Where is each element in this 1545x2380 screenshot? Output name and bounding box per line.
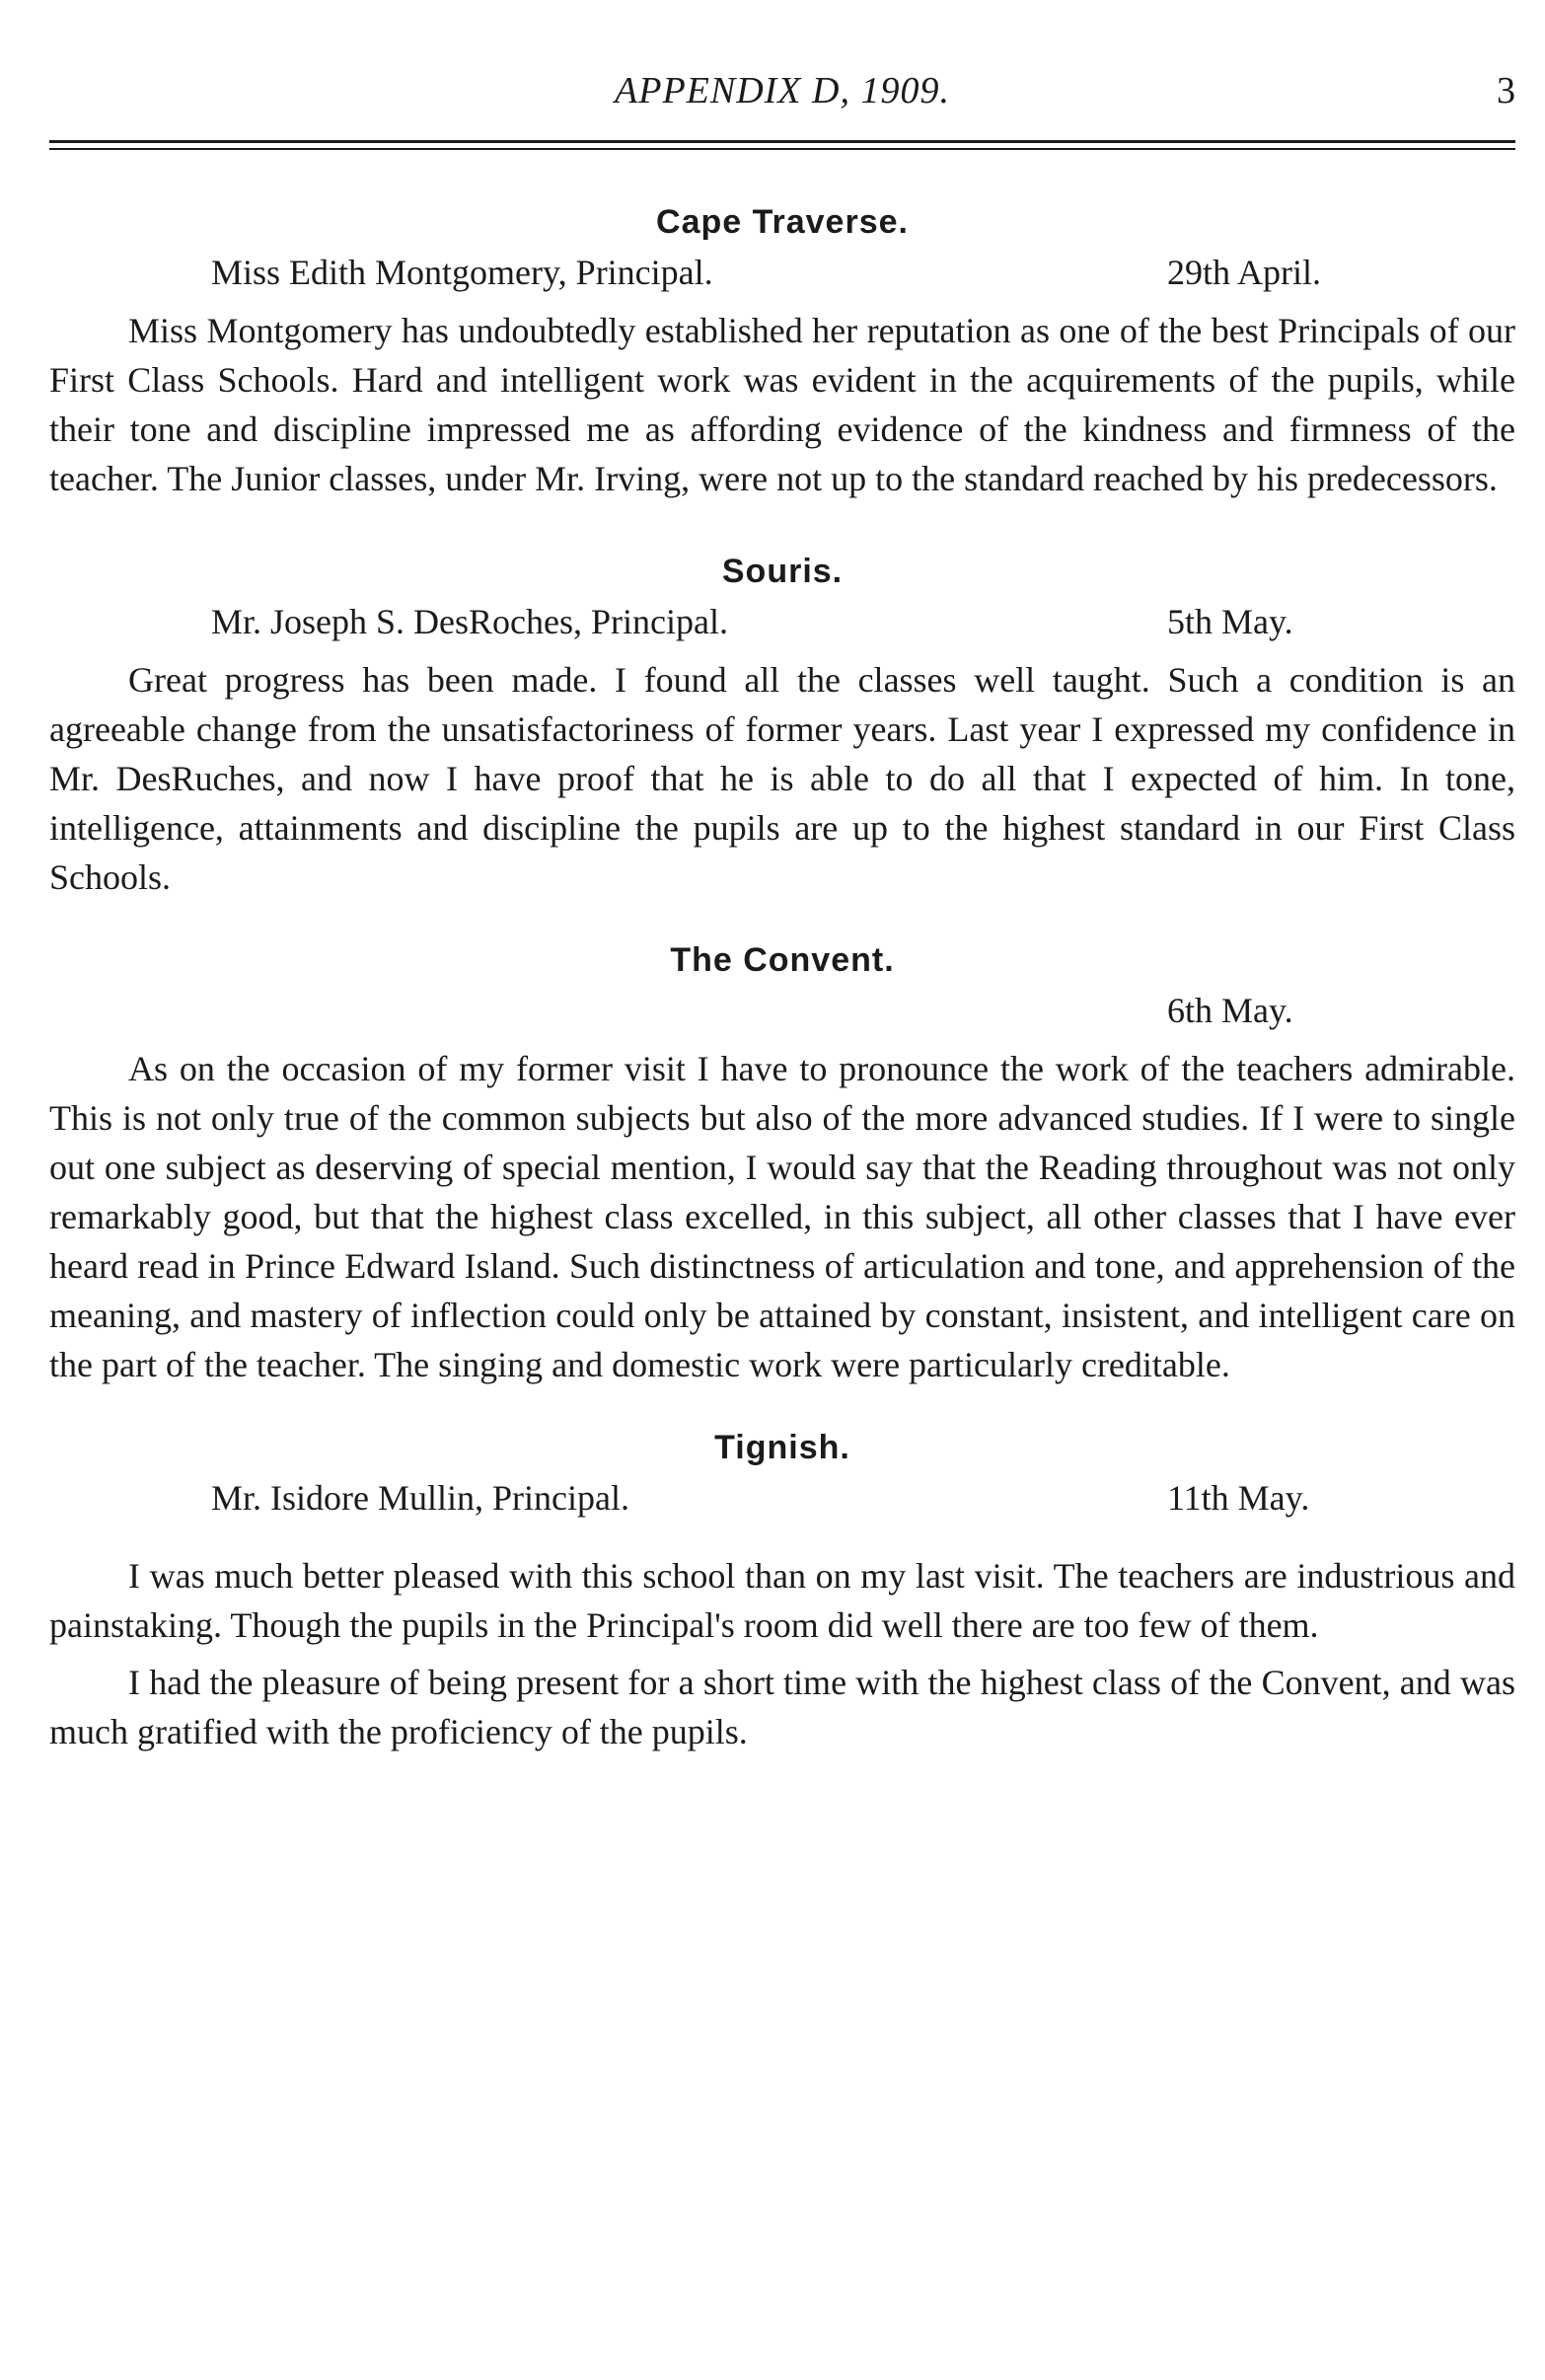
paragraph: I was much better pleased with this school than on my last visit. The teachers are industrious and painstaking. Though the pupils in the Principal's room did well there are too few of them.: [49, 1556, 1515, 1645]
visit-date: 11th May.: [1167, 1478, 1310, 1518]
section-the-convent: [49, 935, 1515, 1389]
paragraph: Great progress has been made. I found all the classes well taught. Such a condition is an agreeable change from the unsatisfactoriness of former years. Last year I expressed my confidence in Mr. DesRuches, and now I have proof that he is able to do all that I expected of him. In tone, intelligence, attainments and discipline the pupils are up to the highest standard in our First Class Schools.: [49, 660, 1515, 897]
section-cape-traverse: [49, 197, 1515, 503]
report-body: [49, 197, 1515, 1756]
section-meta: [49, 1472, 1515, 1524]
section-heading: The Convent.: [670, 941, 895, 979]
paragraph: I had the pleasure of being present for a short time with the highest class of the Convent, and was much gratified with the proficiency of the pupils.: [49, 1663, 1515, 1751]
section-souris: [49, 547, 1515, 902]
paragraph: As on the occasion of my former visit I have to pronounce the work of the teachers admirable. This is not only true of the common subjects but also of the more advanced studies. If I were to single out one subject as deserving of special mention, I would say that the Reading throughout was not only remarkably good, but that the highest class excelled, in this subject, all other classes that I have ever heard read in Prince Edward Island. Such distinctness of articulation and tone, and apprehension of the meaning, and mastery of inflection could only be attained by constant, insistent, and intelligent care on the part of the teacher. The singing and domestic work were particularly creditable.: [49, 1049, 1515, 1384]
principal-name: Mr. Joseph S. DesRoches, Principal.: [211, 602, 728, 641]
paragraph: Miss Montgomery has undoubtedly established her reputation as one of the best Principals of our First Class Schools. Hard and intelligent work was evident in the acquirements of the pupils, while their tone and discipline impressed me as affording evidence of the kindness and firmness of the teacher. The Junior classes, under Mr. Irving, were not up to the standard reached by his predecessors.: [49, 311, 1515, 498]
document-page: [49, 0, 1515, 2380]
section-meta: [49, 596, 1515, 647]
visit-date: 29th April.: [1167, 253, 1322, 292]
section-tignish: [49, 1423, 1515, 1756]
section-meta: [49, 247, 1515, 298]
section-heading: Cape Traverse.: [656, 203, 909, 241]
principal-name: Mr. Isidore Mullin, Principal.: [211, 1478, 629, 1518]
section-meta: [49, 985, 1515, 1036]
section-heading: Souris.: [721, 553, 844, 590]
visit-date: 5th May.: [1167, 602, 1293, 641]
section-heading: Tignish.: [714, 1429, 850, 1466]
page-number: 3: [1497, 70, 1515, 112]
header-rule-bottom: [49, 148, 1515, 150]
visit-date: 6th May.: [1167, 991, 1293, 1030]
running-head: [49, 69, 1515, 128]
principal-name: Miss Edith Montgomery, Principal.: [211, 253, 713, 292]
header-rule-top: [49, 140, 1515, 143]
running-title: APPENDIX D, 1909.: [615, 70, 950, 112]
